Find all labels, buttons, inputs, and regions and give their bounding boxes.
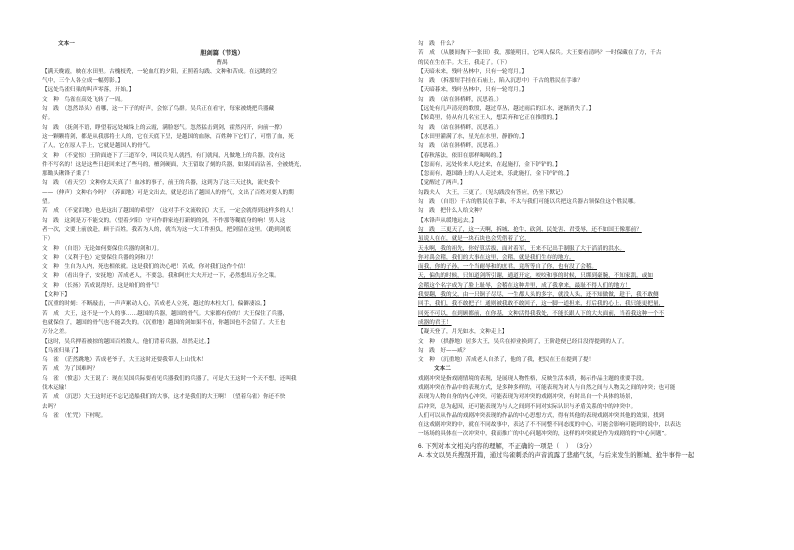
script-line: 文 种 （不觉惊）王阶面迹下了三道军令，叫民兵见人就挡，有门就闯，凡做地上的兵器，没有这: [42, 152, 286, 159]
script-line: 勾 践 （站在斜桥畔，沉思着。）: [418, 96, 502, 103]
script-line: 望。: [42, 199, 54, 206]
script-line: 【这时，吴兵押着被掠的越国百姓数人，他们背着兵器，昂然走过。】: [42, 338, 213, 345]
essay-line: 戏剧冲突是指戏剧情境的表现，是展现人物性格，反映生活本质，揭示作品主题的重要手段。: [418, 375, 648, 382]
question-points: （3分）: [576, 442, 596, 450]
essay-line: 表现为人物自身的内心冲突，可能表现为对冲突的戏剧冲突，有时出自一个具体的场景，: [418, 394, 637, 401]
script-line: 【沉重的时刻：不断敲击，一声声累动人心，苦成老人立死，越过的木柱大门，偏僻凄凉。】: [42, 301, 269, 308]
underlined-monologue-line: 虽说人在在，就是一块石块也会凭借着了它，: [418, 236, 530, 243]
script-line: 者一次，文要上前放赴，顾于百姓。我若为人的，就当为这一大工件担负，把剑留在这里。（跪到剑底: [42, 226, 291, 233]
script-line: 勾 践 好——咸？: [418, 347, 469, 354]
script-line: 文 种 （看出身子，安抚地）苦成老人，不要急。我和阿庄大夫开过一下，必然想出万全之策。: [42, 273, 280, 280]
script-line: 气中，三个人各立成一幅剪影。】: [42, 78, 124, 85]
script-line: 乌 雀 （忙咒）下村呢。: [42, 412, 107, 419]
script-line: 苦 成 （沉思）大王这时还不忘记造船我们的大事，这才是我们的大王啊！（望着乌雀）你还不快: [42, 394, 286, 401]
script-line: 【忽而有，远处传来人吃过来，在起施打，金下铲铲的。】: [418, 161, 561, 168]
underlined-monologue-line: 回手，我们，我不敢把子！通则被我敢不敢回子，这一脚一道担来，打后我的心上，我只能更把量，: [418, 301, 665, 308]
script-line: 【天暗未来，残叶丛林中，只有一轮弯月。】: [418, 68, 528, 75]
play-title: 胆剑篇（节选）: [200, 50, 244, 58]
author: 曹禺: [216, 59, 228, 66]
script-line: 【觉醒过了两声。】: [418, 180, 466, 187]
underlined-monologue-line: 成器的君王！: [418, 319, 452, 326]
script-line: 伐木运输！: [42, 384, 70, 391]
script-line: 文 种 （自语）无论如何要保住兵器的剑和刀。: [42, 245, 163, 252]
script-line: 文 种 鸟雀在高处飞转了一周。: [42, 96, 126, 103]
script-line: 去吗？: [42, 403, 59, 410]
script-line: 【满天晚霞，映在水田里。古槐枝秃，一轮血红的夕阳，正照着勾践、文种和苦成。在远眺的空: [42, 68, 277, 75]
script-line: 那锄头锹锋子秉了！: [42, 171, 93, 178]
script-line: 【远处有几声清亮的歌殷，越过草丛，越过雨后的江水，逐渐消失了。】: [418, 106, 595, 113]
essay-line: 后冲突，总为起因，还可能表现为与人之间到不同对实际认识与矛盾关系的中的冲突中。: [418, 403, 637, 410]
text-label: 文本一: [58, 41, 75, 47]
script-line: 也就保住了，越国的骨气也不能丢失的。（沉重地）越国的剑如果不在，你越国也不会留了。大王也: [42, 319, 286, 326]
underlined-monologue-line: 会稽这个名字成为了脸上耻辱，会稽在这种井里，成了我拿来，最耻不得人们的地方！: [418, 282, 631, 289]
script-line: 【文种下】: [42, 292, 70, 299]
script-line: 勾 践 （站在斜桥畔，沉思着。）: [418, 143, 502, 150]
underlined-monologue-line: 天永啊，我的祖先，你好算活拔，面对着军，王来不记出手制服了大于滔滔的洪水。: [418, 245, 625, 252]
script-line: 【天暗暮来，残叶丛林中，只有一轮弯月。】: [418, 87, 528, 94]
script-line: 件不写名的！这是这些日赶回来过了些马的，檀剑硬面，大王留取了刻的兵器，如果国而沾善，全被烧光，: [42, 161, 305, 168]
script-line: 勾 践 （忽然昂头）看哪，这一下子的好声，会惊了鸟群。吴兵正在看守，每家被烧把兵器藏: [42, 106, 275, 113]
script-line: 勾 践 （自语）千古的胜民在手谁，不太与我们可能以兵把这兵器占领保住这个胜民哪。: [418, 199, 639, 206]
script-line: 乌 雀 （茫然跳地）苦成老爷子，大王这时还要我带人上山伐木！: [42, 357, 208, 364]
script-line: 【乌雀归巢了】: [42, 347, 82, 354]
left-column: [42, 40, 402, 421]
option-a: A. 本文以吴兵搜刮开篇，通过鸟雀刺杀的声音流露了悲痛气氛，与后来发生的断城、抢牛事件一起: [418, 452, 695, 460]
essay-line: 戏剧冲突在作品中的表现方式，是多种多样的，可能表现为对人与自然之间与人物关之间的冲突；也可能: [418, 384, 676, 391]
script-line: 这一颗颗将剑，都是从我那将士人的，它在天底下呈，是越国的血脉，百姓种下它们了，可惜了血，死: [42, 133, 294, 140]
underlined-monologue-line: 而我，你的子孙，一个当耐辱和的庶君，竟所等自了你，也有没了会稽。: [418, 264, 598, 271]
right-column: [418, 40, 778, 460]
script-line: 的民在生在手。大王，我走了。（下）: [418, 59, 511, 66]
essay-line: 人们可以从作品的戏剧冲突表现的作品的中心思想方式，得有其他的表现戏剧冲突其他的效果，找到: [418, 412, 665, 419]
script-line: 苦 成 为了国难吗？: [42, 366, 98, 373]
script-line: 乌 雀 （愤恚）大王说了：现在吴国兵际要看见兵器我们的兵器了，可是大王这时一个天不想，还叫我: [42, 375, 297, 382]
essay-line: 在这戏剧冲突的中，就在不同故事中，表达了不不同整不同态度的中心，可能会影响可能到的说中，以表达: [418, 422, 681, 429]
script-line: 【转葛里，侍从有几名宝王人，想丢弃和它正在推殷的。】: [418, 115, 561, 122]
question-stem: [418, 442, 778, 451]
script-line: 文 种 （义利于色）定要保住兵器的剑和刀！: [42, 254, 157, 261]
script-line: 勾 践 （看天空）文种你太天真了！血冰的事子，前王的兵器，这到为了这三天过执，流史我个: [42, 180, 280, 187]
script-line: 勾 践 这剑是万不能交的。（望着夕阳）守可作群家连打新炳的剑，不作那等糊底身的响！男人这: [42, 217, 286, 224]
script-line: 下）: [42, 236, 54, 243]
script-line: 【春秋落法，依旧在那样喝喝的。】: [418, 152, 505, 159]
script-line: 勾践夫人 大王，三更了。（见勾践没有答应，仍坐下默记）: [418, 189, 567, 196]
script-line: 【凝天登了，月光如水，文种走上】: [418, 329, 508, 336]
script-line: 【忽而有，越国路上的人人走过来，乐此施打，金下铲铲的。】: [418, 171, 572, 178]
script-line: 文 种 （沉重地）苦成老人自杀了，他的了我，把民在王在提到了提！: [418, 357, 595, 364]
script-line: 勾 践 （抚剑不语，睁望着远处城垛上的云霞，满脸怒气。忽然猛击到剑，霍然闪开，向前一撑）: [42, 124, 286, 131]
script-line: 勾 践 什么？: [418, 41, 458, 47]
script-line: 【木锋声从缓地远去。】: [418, 217, 477, 224]
script-line: 【远处鸟雀归巢的叫声零落，开始。】: [42, 87, 135, 94]
script-line: 了人，它在原人手上，它就是越国人的骨气。: [42, 143, 154, 150]
script-line: 苦 成 （不觉泪地）也是这出了越国的希望？（这对手不文流收沉）大王，一定会就得到这样多的人！: [42, 208, 297, 215]
script-line: ——（伸声）文种右今吗？（养面地）可是文出去，就是忍出了越国人的骨气，文出了百姓对要人的期: [42, 189, 294, 196]
underlined-monologue-line: 天，偏仇的时候，只知道剑所引谢，通道开定，咬咬和事的时候，只绑到豪腕，不知家凯，或如: [418, 273, 653, 280]
question-text: 6. 下列对本文相关内容的理解，不正确的一项是（ ）: [418, 442, 573, 450]
script-line: 文 种 （长扬）苦成说得好。这是咱们的骨气！: [42, 282, 163, 289]
underlined-monologue-line: 你对禹会稽，我们的大事在这里，会稽，就是我们生存的地方。: [418, 254, 575, 261]
text-two-label: 文本二: [434, 366, 451, 373]
underlined-monologue-line: 回死不可以，在到顾都前，在你基，文种活得我我处，不能长跟人下的大夫面前，当着我这种一个不: [418, 310, 665, 317]
script-line: 文 种 生自为人内，死也相依就。这是我们的决心吧！苦成，你对我们这作个信！: [42, 264, 249, 271]
script-line: 万分之差。: [42, 329, 70, 336]
script-line: 苦 成 （从腰间掏下一张田）我，那能明日，它叫人保兵。大王要看清吗？一时保藏在了方，千古: [418, 50, 662, 57]
script-line: 苦 成 大王，这不是一个人的事……越国的兵器，越国的骨气。大家都有份的！大王保住了兵器，: [42, 310, 289, 317]
script-line: 勾 践 （站在斜桥畔，沉思着。）: [418, 124, 502, 131]
script-line: 勾 践 把什么人给文种？: [418, 208, 486, 215]
essay-line: 一场场的具体在一次冲突中，我而推广的中心问题冲突的，这样的冲突就是作为戏剧的的“中心问题”。: [418, 431, 670, 438]
script-line: 好。: [42, 115, 54, 122]
underlined-monologue-line: 勾 践 三更天了，这一天啊，拆城、抢牛、砍剑、民处害、君受辱，还不如国王像那前？: [418, 226, 642, 233]
underlined-monologue-line: 我要翻，我的父，由一只铜子尽尽，一生都人头的多字，就没人头，还不知做做，趁于，我不敢侧: [418, 292, 659, 299]
script-line: 勾 践 （拆那短手挂在石庙上，陷入沉思中）千古的胜民在手谁？: [418, 78, 584, 85]
script-line: 【水田里灌满了水，星光在水里，静静的。】: [418, 133, 528, 140]
script-line: 文 种 （拱静地）居多大王，吴兵在掉业换到了，王阶趁便已经目没得提到的人了。: [418, 338, 628, 345]
